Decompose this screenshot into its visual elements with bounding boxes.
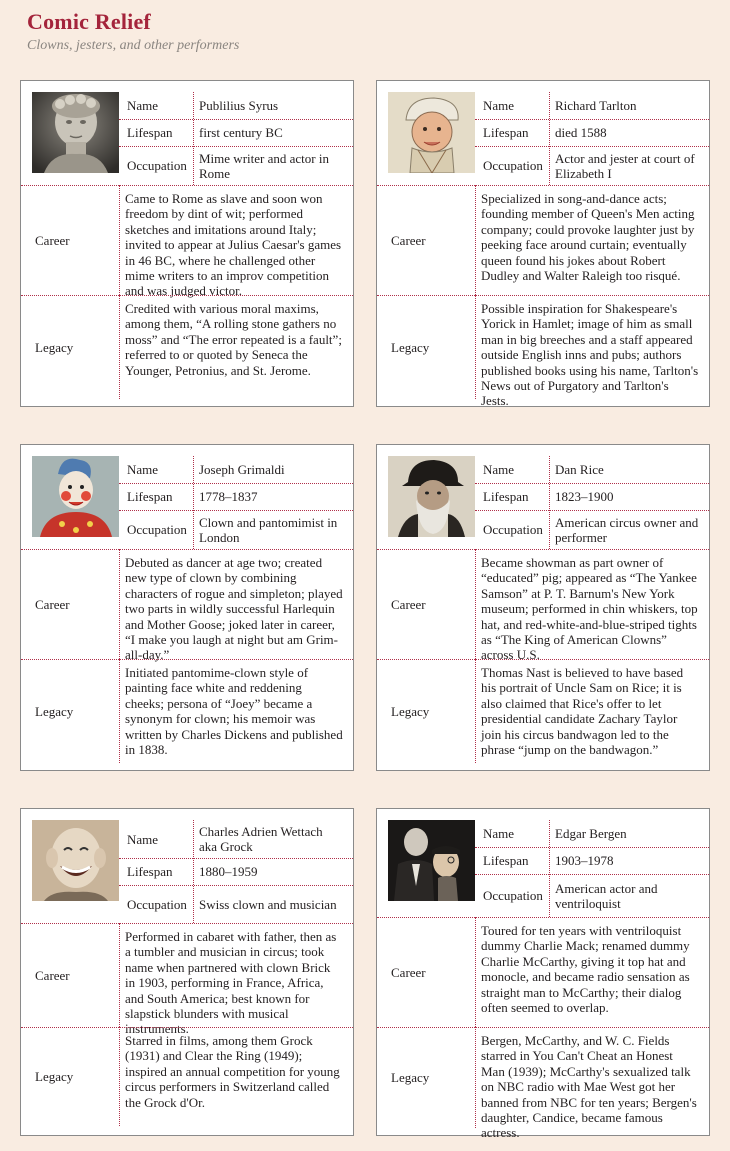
lifespan-row — [119, 483, 353, 510]
career-label: Career — [35, 967, 70, 983]
career-text: Performed in cabaret with father, then as a tumbler and musician in circus; took name when partnered with clown Brick in 1903, performing in France, Africa, and South America; best known for slapstick blunders with musical instruments. — [125, 929, 337, 1037]
card-header-table — [475, 820, 709, 917]
lifespan-label: Lifespan — [127, 489, 173, 504]
legacy-label: Legacy — [35, 339, 74, 355]
career-label: Career — [391, 596, 426, 612]
lifespan-label: Lifespan — [127, 864, 173, 879]
smiling-clown-photo — [32, 820, 119, 901]
occupation-row — [475, 146, 709, 185]
career-section — [21, 549, 353, 663]
career-text: Toured for ten years with ventriloquist dummy Charlie Mack; renamed dummy Charlie McCarthy, giving it top hat and monocle, and became radio sensation as straight man to McCarthy; their dialog often seemed to overlap. — [481, 923, 690, 1016]
legacy-section — [21, 659, 353, 763]
occupation-row — [475, 510, 709, 549]
lifespan-value: 1903–1978 — [555, 853, 614, 868]
bearded-man-photo — [388, 456, 475, 537]
name-row — [475, 820, 709, 847]
career-label: Career — [391, 232, 426, 248]
career-section — [377, 549, 709, 663]
occupation-label: Occupation — [483, 522, 543, 537]
name-value: Richard Tarlton — [555, 98, 637, 113]
legacy-section — [21, 1027, 353, 1126]
name-label: Name — [127, 462, 159, 477]
legacy-text: Initiated pantomime-clown style of painting face white and reddening cheeks; persona of “Joey” became a synonym for clown; his memoir was written by Charles Dickens and published in 1838. — [125, 665, 343, 758]
career-text: Debuted as dancer at age two; created new type of clown by combining characters of rogue and simpleton; played two parts in wildly successful Harlequin and Mother Goose; joked later in career, “I make you laugh at night but am Grim-all-day.” — [125, 555, 343, 663]
legacy-text: Bergen, McCarthy, and W. C. Fields starred in You Can't Cheat an Honest Man (1939); McCarthy's sexualized talk on NBC radio with Mae West got her banned from NBC for ten years; Bergen's daughter, Candice, became famous actress. — [481, 1033, 697, 1141]
name-label: Name — [483, 826, 515, 841]
card-header-table — [475, 92, 709, 185]
occupation-row — [119, 885, 353, 923]
occupation-value: American circus owner and performer — [555, 514, 699, 545]
occupation-row — [119, 510, 353, 549]
legacy-section — [21, 295, 353, 399]
name-row — [475, 456, 709, 483]
lifespan-value: 1823–1900 — [555, 489, 614, 504]
lifespan-row — [475, 847, 709, 874]
lifespan-value: 1880–1959 — [199, 864, 258, 879]
name-row — [119, 92, 353, 119]
profile-card — [20, 444, 354, 771]
occupation-value: Mime writer and actor in Rome — [199, 150, 329, 181]
lifespan-value: 1778–1837 — [199, 489, 258, 504]
legacy-text: Possible inspiration for Shakespeare's Yorick in Hamlet; image of him as small man in big breeches and a staff appeared outside English inns and pubs; authors published books using his name, Tarlton's News out of Purgatory and Tarlton's Jests. — [481, 301, 699, 409]
profile-card — [376, 808, 710, 1141]
occupation-label: Occupation — [127, 522, 187, 537]
profile-card — [20, 808, 354, 1136]
career-text: Became showman as part owner of “educated” pig; appeared as “The Yankee Samson” at P. T. Barnum's New York museum; performed in chin whiskers, top hat, and red-white-and-blue-striped tights as “The King of American Clowns” across U.S. — [481, 555, 698, 663]
legacy-label: Legacy — [391, 339, 430, 355]
career-section — [21, 923, 353, 1037]
name-label: Name — [483, 98, 515, 113]
occupation-label: Occupation — [483, 888, 543, 903]
name-value: Joseph Grimaldi — [199, 462, 285, 477]
career-text: Specialized in song-and-dance acts; founding member of Queen's Men acting company; could provoke laughter just by peeking face around curtain; eventually queen found his jokes about Robert Dudley and Walter Raleigh too risqué. — [481, 191, 695, 284]
profile-card — [376, 80, 710, 407]
career-label: Career — [35, 232, 70, 248]
marble-bust-portrait — [32, 92, 119, 173]
name-value: Edgar Bergen — [555, 826, 627, 841]
career-section — [21, 185, 353, 299]
legacy-label: Legacy — [391, 1070, 430, 1085]
occupation-label: Occupation — [127, 158, 187, 173]
lifespan-label: Lifespan — [483, 853, 529, 868]
card-header-table — [475, 456, 709, 549]
occupation-value: Clown and pantomimist in London — [199, 514, 338, 545]
lifespan-row — [475, 119, 709, 146]
lifespan-value: died 1588 — [555, 125, 607, 140]
profile-card — [20, 80, 354, 407]
name-row — [119, 820, 353, 858]
occupation-row — [119, 146, 353, 185]
lifespan-label: Lifespan — [127, 125, 173, 140]
name-label: Name — [127, 831, 159, 847]
card-header-table — [119, 92, 353, 185]
legacy-label: Legacy — [391, 703, 430, 719]
career-section — [377, 185, 709, 295]
legacy-section — [377, 295, 709, 409]
name-value: Publilius Syrus — [199, 98, 279, 113]
card-header-table — [119, 456, 353, 549]
name-value: Dan Rice — [555, 462, 604, 477]
page-subtitle: Clowns, jesters, and other performers — [27, 38, 240, 53]
name-row — [475, 92, 709, 119]
occupation-label: Occupation — [127, 896, 187, 912]
ventriloquist-photo — [388, 820, 475, 901]
painted-clown-portrait — [32, 456, 119, 537]
legacy-section — [377, 659, 709, 763]
lifespan-value: first century BC — [199, 125, 283, 140]
legacy-text: Thomas Nast is believed to have based his portrait of Uncle Sam on Rice; it is also claimed that Rice's offer to let presidential candidate Zachary Taylor join his circus bandwagon led to the phrase “jump on the bandwagon.” — [481, 665, 684, 758]
lifespan-row — [119, 858, 353, 885]
name-label: Name — [483, 462, 515, 477]
lifespan-label: Lifespan — [483, 125, 529, 140]
legacy-section — [377, 1027, 709, 1141]
name-row — [119, 456, 353, 483]
career-section — [377, 917, 709, 1027]
page-title: Comic Relief — [27, 9, 151, 34]
jester-sketch-portrait — [388, 92, 475, 173]
occupation-row — [475, 874, 709, 917]
occupation-value: Swiss clown and musician — [199, 896, 337, 912]
occupation-value: American actor and ventriloquist — [555, 880, 658, 911]
legacy-text: Starred in films, among them Grock (1931) and Clear the Ring (1949); inspired an annual competition for young circus performers in Switzerland called the Grock d'Or. — [125, 1033, 340, 1110]
profile-card — [376, 444, 710, 771]
lifespan-row — [119, 119, 353, 146]
career-text: Came to Rome as slave and soon won freedom by dint of wit; performed sketches and imitations around Italy; invited to appear at Julius Caesar's games in 46 BC, where he challenged other mime writers to an improv competition and was judged victor. — [125, 191, 342, 299]
career-label: Career — [391, 964, 426, 980]
name-label: Name — [127, 98, 159, 113]
legacy-label: Legacy — [35, 1069, 74, 1084]
legacy-label: Legacy — [35, 703, 74, 719]
occupation-value: Actor and jester at court of Elizabeth I — [555, 150, 695, 181]
career-label: Career — [35, 596, 70, 612]
lifespan-label: Lifespan — [483, 489, 529, 504]
card-header-table — [119, 820, 353, 923]
name-value: Charles Adrien Wettach aka Grock — [199, 824, 323, 854]
occupation-label: Occupation — [483, 158, 543, 173]
legacy-text: Credited with various moral maxims, among them, “A rolling stone gathers no moss” and “The error repeated is a fault”; referred to or quoted by Seneca the Younger, Petronius, and St. Jerome. — [125, 301, 342, 378]
lifespan-row — [475, 483, 709, 510]
